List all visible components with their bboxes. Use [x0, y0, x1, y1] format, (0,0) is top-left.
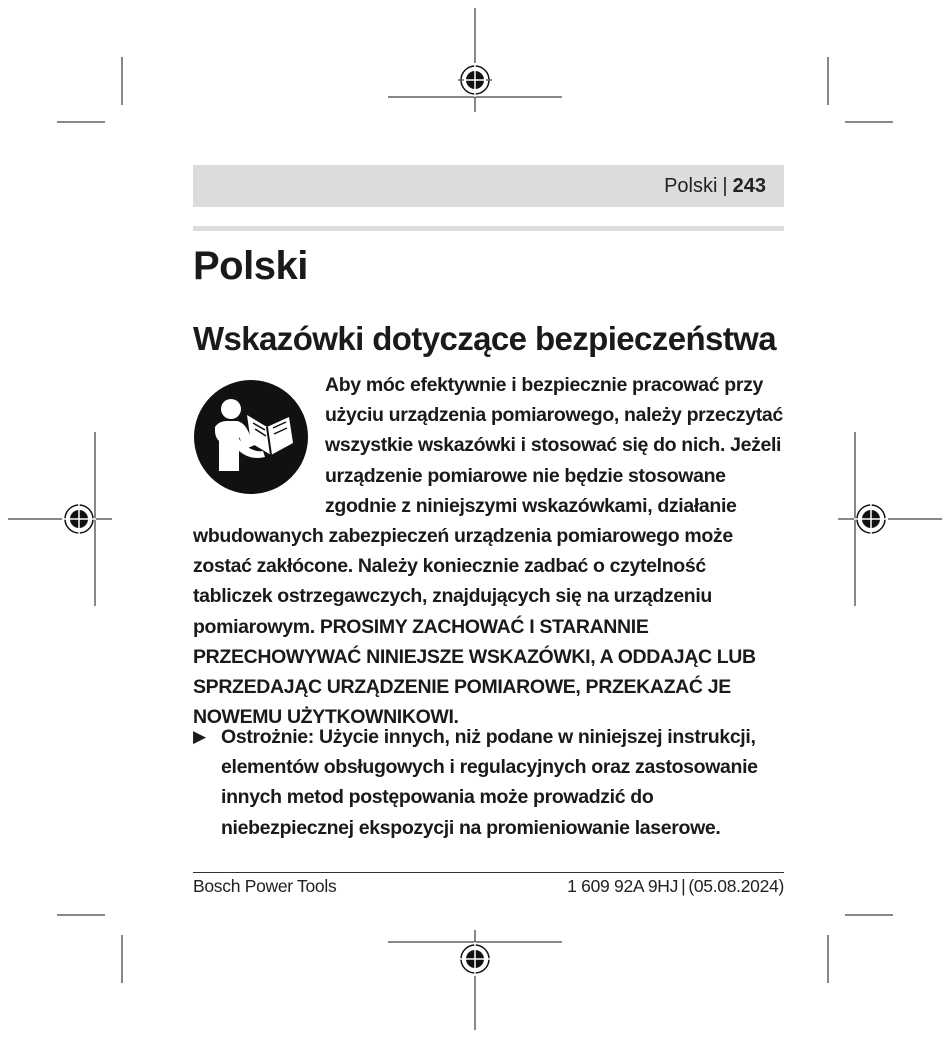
header-separator: | [722, 174, 728, 197]
registration-mark-icon [62, 502, 96, 536]
footer-separator: | [681, 876, 686, 896]
triangle-bullet-icon: ▶ [193, 727, 206, 746]
intro-text: Aby móc efektywnie i bezpiecznie pracować przy użyciu urządzenia pomiarowego, należy przeczytać wszystkie wskazówki i stosować się do nich. Jeżeli urządzenie pomiarowe nie będzie stosowane zgodnie z niniejszymi wskazówkami, działanie wbudowanych zabezpieczeń urządzenia pomiarowego może zostać zakłócone. Należy koniecznie zadbać o czytelność tabliczek ostrzegawczych, znajdujących się na urządzeniu pomiarowym. PROSIMY ZACHOWAĆ I STARANNIE PRZECHOWYWAĆ NINIEJSZE WSKAZÓWKI, A ODDAJĄC LUB SPRZEDAJĄC URZĄDZENIE POMIAROWE, PRZEKAZAĆ JE NOWEMU UŻYTKOWNIKOWI. [193, 374, 783, 729]
header-section-label: Polski [664, 174, 718, 197]
page-number: 243 [732, 174, 766, 197]
icon-spacer [193, 370, 325, 515]
warning-text: Ostrożnie: Użycie innych, niż podane w niniejszej instrukcji, elementów obsługowych i regulacyjnych oraz zastosowanie innych metod postępowania może prowadzić do niebezpiecznej ekspozycji na promieniowanie laserowe. [221, 726, 758, 839]
intro-paragraph [193, 370, 784, 732]
registration-mark-icon [854, 502, 888, 536]
footer [193, 876, 784, 897]
doc-number: 1 609 92A 9HJ [567, 876, 679, 896]
footer-doc-info [567, 876, 784, 897]
running-header [193, 165, 784, 207]
section-title: Wskazówki dotyczące bezpieczeństwa [193, 320, 776, 357]
header-rule [193, 226, 784, 231]
footer-publisher: Bosch Power Tools [193, 876, 337, 896]
footer-rule [193, 872, 784, 873]
doc-date: (05.08.2024) [688, 876, 784, 896]
registration-mark-icon [458, 63, 492, 97]
registration-mark-icon [458, 942, 492, 976]
warning-item [193, 722, 784, 843]
warning-list [193, 722, 784, 843]
language-title: Polski [193, 244, 308, 288]
